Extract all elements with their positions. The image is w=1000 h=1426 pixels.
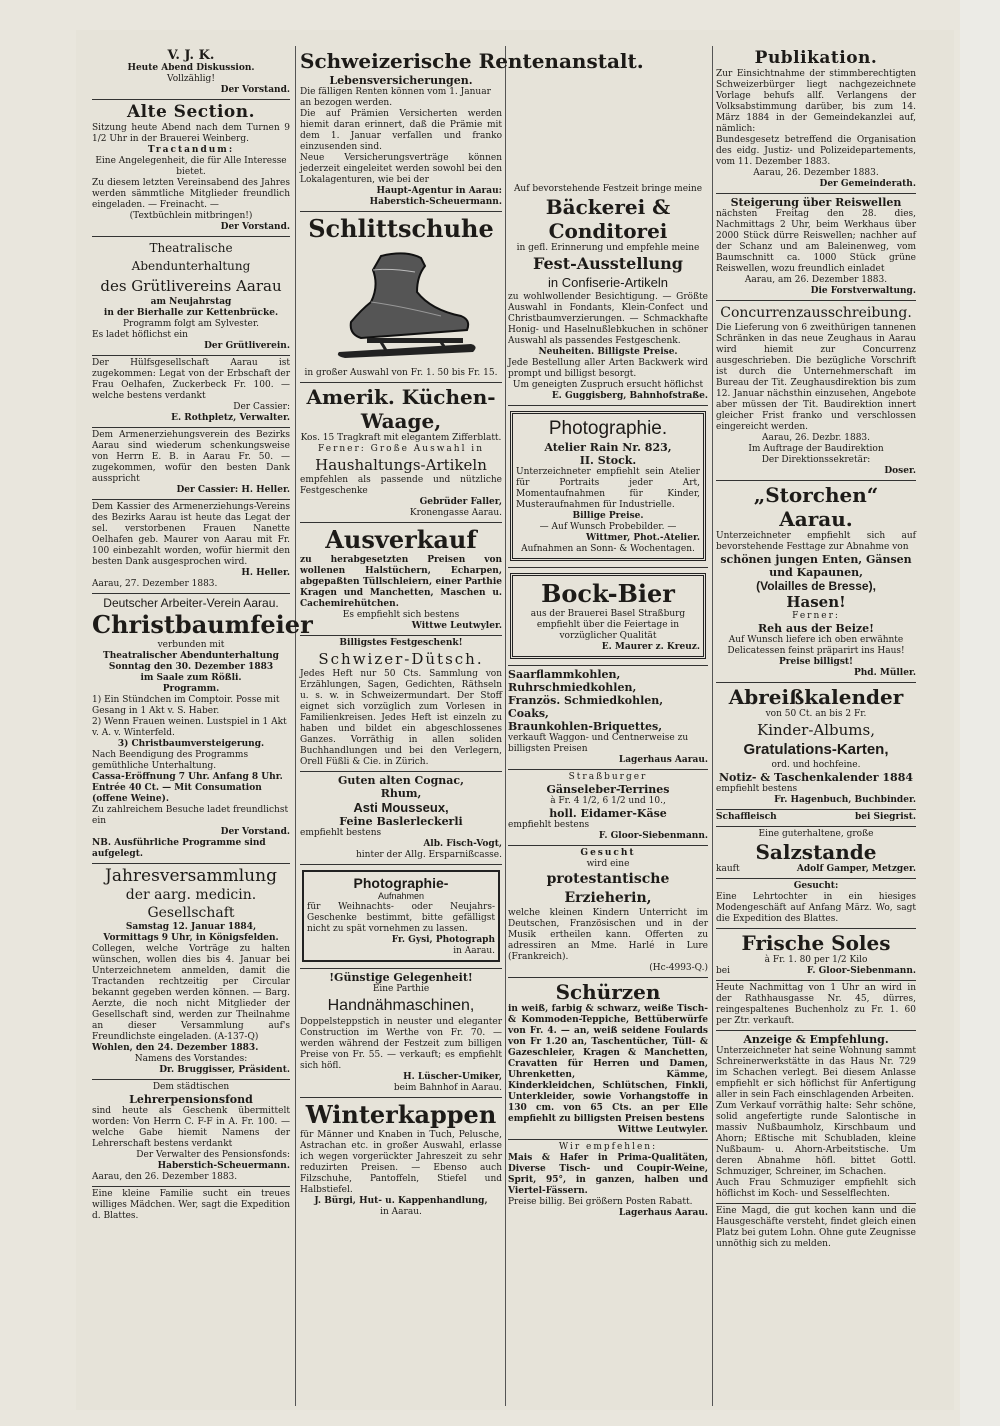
ad-abreisskalender bbox=[716, 683, 916, 810]
kuechen-sign: Kronengasse Aarau. bbox=[409, 508, 502, 518]
ad-bock-bier bbox=[508, 568, 708, 666]
cognac-line: Asti Mousseux, bbox=[353, 800, 449, 815]
renten-sign: Haberstich-Scheuermann. bbox=[369, 197, 502, 207]
concur-date: Aarau, 26. Dezbr. 1883. bbox=[761, 433, 871, 443]
arbeiter-nb: NB. Ausführliche Programme sind aufgelegt. bbox=[92, 838, 266, 859]
theater-line: in der Bierhalle zur Kettenbrücke. bbox=[103, 308, 279, 318]
storchen-line: Preise billigst! bbox=[778, 657, 854, 667]
column-3 bbox=[508, 182, 708, 1222]
bock-sign: E. Maurer z. Kreuz. bbox=[601, 642, 700, 652]
kuechen-line: Ferner: Große Auswahl in bbox=[317, 444, 484, 454]
photo-gysi-sign: in Aarau. bbox=[453, 946, 495, 956]
salzstande-title: Salzstande bbox=[755, 840, 877, 864]
christbaumfeier-title: Christbaumfeier bbox=[92, 610, 313, 639]
photo-wittmer-line: — Auf Wunsch Probebilder. — bbox=[539, 522, 677, 532]
storchen-title: „Storchen“ Aarau. bbox=[753, 483, 879, 531]
skate-boot-illustration bbox=[321, 246, 481, 366]
schuerzen-text: in weiß, farbig & schwarz, weiße Tisch- & Kommoden-Teppiche, Bettüberwürfe von Fr. 4. — an, weiß seidene Foulards von Fr 1.20 an, Taschentücher, Tüll- & Gazeschleier, Kragen & Manchetten, Cravatten für Herren und Damen, Uhrenketten, Kämme, Kinderkleidchen, Schlütschen, Finkli, Unterkleider, sowie Vorhangstoffe in 130 cm. von 65 Cts. an per Elle empfiehlt zu billigsten Preisen bestens bbox=[508, 1004, 708, 1124]
ad-schwizer-duetsch bbox=[300, 636, 502, 772]
ad-buchenholz bbox=[716, 981, 916, 1031]
alte-text: (Textbüchlein mitbringen!) bbox=[129, 211, 253, 221]
salz-line: kauft bbox=[716, 864, 740, 874]
ad-erzieherin bbox=[508, 846, 708, 978]
ad-theater bbox=[92, 237, 290, 356]
storchen-line: Auf Wunsch liefere ich oben erwähnte Delicatessen feinst präparirt ins Haus! bbox=[727, 635, 905, 656]
schwizer-title: Schwizer-Dütsch. bbox=[318, 650, 484, 668]
jahres-sign: Dr. Bruggisser, Präsident. bbox=[159, 1065, 290, 1075]
concur-text: Die Lieferung von 6 zweithürigen tannenen Schränken in das neue Zeughaus in Aarau wird hiemit zur Concurrenz ausgeschrieben. Die bezügliche Vorschrift ist durch die Unternehmerschaft im Bureau der Tit. Zeughausdirektion bis zum 12. Januar nächsthin einzusehen, Angebote aber müssen der Tit. Baudirektion innert gleicher Frist franko und verschlossen eingereicht werden. bbox=[716, 323, 916, 432]
theater-line: Es ladet höflichst ein bbox=[92, 330, 188, 340]
theater-sign: Der Grütliverein. bbox=[204, 341, 290, 351]
renten-title: Lebensversicherungen. bbox=[329, 74, 473, 87]
column-4 bbox=[716, 46, 916, 1253]
anzeige-title: Anzeige & Empfehlung. bbox=[743, 1033, 889, 1046]
photo-wittmer-line: Atelier Rain Nr. 823, bbox=[544, 441, 672, 454]
ad-photographie-gysi bbox=[300, 865, 502, 969]
ausverkauf-sign: Wittwe Leutwyler. bbox=[411, 621, 502, 631]
theater-line: am Neujahrstag bbox=[150, 297, 232, 307]
soles-line: à Fr. 1. 80 per 1/2 Kilo bbox=[764, 955, 868, 965]
anzeige-text: Unterzeichneter hat seine Wohnung sammt Schreinerwerkstätte in das Haus Nr. 729 im Schachen verlegt. Bei diesem Anlasse empfiehlt er sich höflichst für Anfertigung aller in sein Fach einschlagenden Arbeiten. bbox=[716, 1046, 916, 1100]
ad-baeckerei bbox=[508, 182, 708, 406]
baecker-line: in gefl. Erinnerung und empfehle meine bbox=[516, 243, 700, 253]
rentenanstalt-banner: Schweizerische Rentenanstalt. bbox=[300, 49, 644, 73]
gaense-line: Gänseleber-Terrines bbox=[546, 783, 670, 796]
ad-armenerziehung bbox=[92, 428, 290, 500]
jahres-line: Samstag 12. Januar 1884, bbox=[125, 922, 257, 932]
kuechenwaage-title: Amerik. Küchen-Waage, bbox=[306, 385, 496, 433]
arbeiter-sign: Der Vorstand. bbox=[220, 827, 290, 837]
kohlen-sign: Lagerhaus Aarau. bbox=[618, 755, 708, 765]
winterkappen-title: Winterkappen bbox=[305, 1100, 497, 1129]
kuechen-line: Kos. 15 Tragkraft mit elegantem Zifferblatt. bbox=[300, 433, 502, 443]
ad-soles bbox=[716, 929, 916, 981]
program-item: 3) Christbaumversteigerung. bbox=[117, 739, 265, 749]
ad-kohlen bbox=[508, 666, 708, 770]
kohlen-line: verkauft Waggon- und Centnerweise zu billigsten Preisen bbox=[508, 733, 689, 754]
alte-text: Tractandum: bbox=[147, 145, 235, 155]
vjk-sign: Der Vorstand. bbox=[220, 85, 290, 95]
ad-familie bbox=[92, 1187, 290, 1225]
ad-salzstande bbox=[716, 827, 916, 879]
lehrer-sign: Haberstich-Scheuermann. bbox=[157, 1161, 290, 1171]
winter-sign: J. Bürgi, Hut- u. Kappenhandlung, bbox=[314, 1196, 488, 1206]
publ-date: Aarau, 26. Dezember 1883. bbox=[753, 168, 879, 178]
naehmaschinen-title: Handnähmaschinen, bbox=[327, 997, 475, 1014]
abreiss-sign: Fr. Hagenbuch, Buchbinder. bbox=[774, 795, 916, 805]
program-item: Zu zahlreichem Besuche ladet freundlichst ein bbox=[92, 805, 289, 826]
photo-gysi-text: für Weihnachts- oder Neujahrs-Geschenke bestimmt, bitte gefälligst nicht zu spät vornehmen zu lassen. bbox=[307, 902, 495, 934]
ad-storchen bbox=[716, 481, 916, 683]
cognac-line: Feine Baslerleckerli bbox=[339, 815, 463, 828]
gaense-sign: F. Gloor-Siebenmann. bbox=[598, 831, 708, 841]
gaense-line: à Fr. 4 1/2, 6 1/2 und 10., bbox=[550, 796, 666, 806]
program-item: Cassa-Eröffnung 7 Uhr. Anfang 8 Uhr. bbox=[92, 772, 283, 782]
concur-line: Im Auftrage der Baudirektion bbox=[748, 444, 884, 454]
abreiss-line: von 50 Ct. an bis 2 Fr. bbox=[765, 709, 867, 719]
ad-gaenseleber bbox=[508, 770, 708, 846]
publ-sign: Der Gemeinderath. bbox=[819, 179, 916, 189]
winter-sign: in Aarau. bbox=[380, 1207, 422, 1217]
ad-cognac bbox=[300, 772, 502, 865]
gaense-line: Straßburger bbox=[568, 772, 648, 782]
armen-sign: Der Cassier: H. Heller. bbox=[176, 485, 290, 495]
schaf-line: bei Siegrist. bbox=[854, 812, 916, 822]
baecker-line: Jede Bestellung aller Arten Backwerk wird prompt und billigst besorgt. bbox=[508, 358, 708, 379]
kuechen-sign: Gebrüder Faller, bbox=[419, 497, 502, 507]
baecker-line: Neuheiten. Billigste Preise. bbox=[538, 347, 678, 357]
ad-winterkappen bbox=[300, 1098, 502, 1221]
gratulations-title: Gratulations-Karten, bbox=[743, 741, 889, 758]
fest-ausstellung-title: Fest-Ausstellung bbox=[533, 254, 683, 273]
program-item: 1) Ein Stündchen im Comptoir. Posse mit Gesang in 1 Akt v. S. Haber. bbox=[92, 695, 280, 716]
kassier-date: Aarau, 27. Dezember 1883. bbox=[92, 579, 218, 589]
program-item: Entrée 40 Ct. — Mit Consumation (offene Weine). bbox=[92, 783, 262, 804]
concur-line: Der Direktionssekretär: bbox=[761, 455, 871, 465]
arbeiter-line: Sonntag den 30. Dezember 1883 bbox=[108, 662, 274, 672]
ausverkauf-text: zu herabgesetzten Preisen von wollenen Halstüchern, Echarpen, abgepaßten Tüllschleiern, einer Parthie Kragen und Manchetten, Maschen u. Cachemirehütchen. bbox=[300, 555, 502, 609]
photo-gysi-line: Aufnahmen bbox=[377, 891, 425, 901]
theater-title: Theatralische Abendunterhaltung bbox=[131, 241, 251, 273]
theater-title: des Grütlivereins Aarau bbox=[100, 277, 282, 295]
kuechen-line: empfehlen als passende und nützliche Festgeschenke bbox=[300, 475, 502, 496]
cognac-line: Rhum, bbox=[380, 787, 422, 800]
familie-text: Eine kleine Familie sucht ein treues williges Mädchen. Wer, sagt die Expedition d. Blattes. bbox=[92, 1189, 290, 1221]
mais-line: Preise billig. Bei größern Posten Rabatt. bbox=[508, 1197, 693, 1207]
storchen-line: und Kapaunen, bbox=[769, 566, 863, 579]
concur-sign: Doser. bbox=[884, 466, 916, 476]
schwizer-text: Jedes Heft nur 50 Cts. Sammlung von Erzählungen, Sagen, Gedichten, Räthseln u. s. w. in Schweizermundart. Der Stoff eignet sich vorzüglich zum Vorlesen in Familienkreisen. Jedes Heft ist einzeln zu haben und bildet ein abgeschlossenes Ganzes. Vorräthig in allen soliden Buchhandlungen und bei den Verlegern, Orell Füßli & Cie. in Zürich. bbox=[300, 669, 502, 767]
column-rule bbox=[505, 46, 506, 1406]
storchen-line: (Volailles de Bresse), bbox=[756, 579, 876, 593]
alte-text: Sitzung heute Abend nach dem Turnen 9 1/2 Uhr in der Brauerei Weinberg. bbox=[92, 123, 290, 144]
jahres-text: Collegen, welche Vorträge zu halten wünschen, wollen dies bis 4. Januar bei Unterzeichnetem anmelden, damit die Tractanden rechtzeitig per Circular bekannt gegeben werden können. — Barg. Aerzte, die noch nicht Mitglieder der Gesellschaft sind, werden zur Theilnahme an dieser Versammlung auf's Freundlichste eingeladen. (A-137-Q) bbox=[92, 944, 290, 1042]
renten-text: Die auf Prämien Versicherten werden hiemit daran erinnert, daß die Prämie mit dem 1. Januar verfallen und franko einzusenden sind. bbox=[300, 109, 502, 152]
steig-text: nächsten Freitag den 28. dies, Nachmittags 2 Uhr, beim Werkhaus über 2000 Stück dürre Reiswellen; nachher auf der Schanz und am Baleinenweg, vom Baumschnitt ca. 1000 Stück grüne Reiswellen, wozu freundlich einladet bbox=[716, 209, 916, 274]
kohlen-line: Saarflammkohlen, bbox=[508, 668, 621, 681]
photo-wittmer-line: Aufnahmen an Sonn- & Wochentagen. bbox=[521, 544, 695, 554]
photo-wittmer-text: Unterzeichneter empfiehlt sein Atelier für Portraits jeder Art, Momentaufnahmen für Kinder, Musteraufnahmen für Industrielle. bbox=[516, 467, 700, 510]
schlittschuhe-title: Schlittschuhe bbox=[308, 214, 494, 243]
naeh-sign: beim Bahnhof in Aarau. bbox=[393, 1083, 502, 1093]
storchen-line: Hasen! bbox=[786, 593, 846, 611]
jahres-sign: Namens des Vorstandes: bbox=[134, 1054, 248, 1064]
huelf-sign: Der Cassier: bbox=[233, 402, 290, 412]
ad-lehrerpension bbox=[92, 1080, 290, 1187]
magd-text: Eine Magd, die gut kochen kann und die Hausgeschäfte versteht, findet gleich einen Platz bei gutem Lohn. Ohne gute Zeugnisse unnöthig sich zu melden. bbox=[716, 1206, 916, 1249]
photo-gysi-title: Photographie- bbox=[353, 875, 449, 891]
schuerzen-sign: Wittwe Leutwyler. bbox=[617, 1125, 708, 1135]
ad-photographie-wittmer bbox=[508, 406, 708, 568]
soles-sign: F. Gloor-Siebenmann. bbox=[806, 966, 916, 976]
steigerung-title: Steigerung über Reiswellen bbox=[730, 196, 902, 209]
page-edge bbox=[960, 0, 1000, 1426]
program-item: Nach Beendigung des Programms gemüthliche Unterhaltung. bbox=[92, 750, 249, 771]
jahres-title: der aarg. medicin. Gesellschaft bbox=[125, 887, 257, 921]
lehrer-text: sind heute als Geschenk übermittelt worden: Von Herrn C. F-F in A. Fr. 100. — welche Gabe hiemit Namens der Lehrerschaft bestens verdankt bbox=[92, 1106, 290, 1149]
mais-sign: Lagerhaus Aarau. bbox=[618, 1208, 708, 1218]
storchen-line: Ferner: bbox=[792, 611, 840, 621]
gaense-line: empfiehlt bestens bbox=[508, 820, 590, 830]
abreiss-line: Kinder-Albums, bbox=[757, 721, 875, 739]
column-rule bbox=[295, 46, 296, 1406]
gesucht-text: welche kleinen Kindern Unterricht im Deutschen, Französischen und in der Musik ertheilen kann. Offerten zu adressiren an Mme. Harlé in Lure (Frankreich). bbox=[508, 908, 708, 962]
photo-gysi-sign: Fr. Gysi, Photograph bbox=[391, 935, 495, 945]
haushaltung-title: Haushaltungs-Artikeln bbox=[315, 456, 487, 474]
schlittschuhe-price: in großer Auswahl von Fr. 1. 50 bis Fr. 15. bbox=[304, 368, 498, 378]
arbeiter-line: im Saale zum Rößli. bbox=[140, 673, 242, 683]
ad-magd bbox=[716, 1204, 916, 1253]
arbeiter-line: verbunden mit bbox=[157, 640, 225, 650]
publ-text: Zur Einsichtnahme der stimmberechtigten Schweizerbürger liegt nachgezeichnete Vorlage behufs allf. Verlangens der Volksabstimmung darüber, bis zum 14. März 1884 in der Gemeindekanzlei auf, nämlich: bbox=[716, 69, 916, 134]
storchen-text: Unterzeichneter empfiehlt sich auf bevorstehende Festtage zur Abnahme von bbox=[716, 531, 916, 552]
theater-line: Programm folgt am Sylvester. bbox=[122, 319, 260, 329]
buchen-text: Heute Nachmittag von 1 Uhr an wird in der Rathhausgasse Nr. 45, dürres, reingespaltenes Buchenholz zu Fr. 1. 60 per Ztr. verkauft. bbox=[716, 983, 916, 1026]
baecker-sign: E. Guggisberg, Bahnhofstraße. bbox=[551, 391, 708, 401]
ad-jahresversammlung bbox=[92, 864, 290, 1080]
lehrer-date: Aarau, den 26. Dezember 1883. bbox=[92, 1172, 238, 1182]
cognac-line: Guten alten Cognac, bbox=[338, 774, 464, 787]
arbeiter-title: Deutscher Arbeiter-Verein Aarau. bbox=[103, 596, 279, 610]
salz-sign: Adolf Gamper, Metzger. bbox=[796, 864, 916, 874]
gesucht-line: Gesucht bbox=[580, 848, 636, 858]
abreiss-line: empfiehlt bestens bbox=[716, 784, 798, 794]
ad-huelfsgesellschaft bbox=[92, 356, 290, 428]
photo-wittmer-sign: Wittmer, Phot.-Atelier. bbox=[586, 533, 700, 543]
baeckerei-title: Bäckerei & Conditorei bbox=[545, 195, 671, 243]
huelf-sign: E. Rothpletz, Verwalter. bbox=[171, 413, 290, 423]
kohlen-line: Ruhrschmiedkohlen, bbox=[508, 681, 637, 694]
abreisskalender-title: Abreißkalender bbox=[728, 685, 904, 709]
storchen-line: schönen jungen Enten, Gänsen bbox=[720, 553, 912, 566]
storchen-sign: Phd. Müller. bbox=[854, 668, 916, 678]
vjk-line: Heute Abend Diskussion. bbox=[127, 63, 255, 73]
erzieherin-title: protestantische Erzieherin, bbox=[546, 871, 670, 906]
bock-bier-title: Bock-Bier bbox=[541, 579, 675, 608]
ad-schuerzen bbox=[508, 978, 708, 1140]
column-1 bbox=[92, 46, 313, 1225]
baecker-line: Auf bevorstehende Festzeit bringe meine bbox=[513, 184, 703, 194]
kohlen-line: Braunkohlen-Briquettes, bbox=[508, 720, 663, 733]
concurrenz-title: Concurrenzausschreibung. bbox=[720, 305, 912, 321]
column-rule bbox=[712, 46, 713, 1406]
kohlen-line: Coaks, bbox=[508, 707, 549, 720]
baecker-line: Um geneigten Zuspruch ersucht höflichst bbox=[512, 380, 704, 390]
cognac-line: empfiehlt bestens bbox=[300, 828, 382, 838]
steig-sign: Die Forstverwaltung. bbox=[810, 286, 916, 296]
jahres-title: Jahresversammlung bbox=[105, 866, 277, 886]
alte-sign: Der Vorstand. bbox=[220, 222, 290, 232]
photo-wittmer-line: Billige Preise. bbox=[572, 511, 644, 521]
lehr-text: Eine Lehrtochter in ein hiesiges Modengeschäft auf Anfang März. Wo, sagt die Expedition des Blattes. bbox=[716, 892, 916, 924]
ad-naehmaschinen bbox=[300, 969, 502, 1098]
bock-text: aus der Brauerei Basel Straßburg empfiehlt über die Feiertage in vorzüglicher Qualität bbox=[530, 609, 686, 641]
ad-schlittschuhe bbox=[300, 212, 502, 383]
huelf-text: Der Hülfsgesellschaft Aarau ist zugekommen: Legat von der Erbschaft der Frau Oelhafen, Zuckerbeck Fr. 100. — welche bestens verdankt bbox=[92, 358, 290, 401]
lehrer-title: Lehrerpensionsfond bbox=[129, 1093, 253, 1106]
vjk-title: V. J. K. bbox=[167, 48, 215, 63]
gaense-line: holl. Eidamer-Käse bbox=[549, 807, 667, 820]
lehrer-line: Dem städtischen bbox=[152, 1082, 230, 1092]
kassier-text: Dem Kassier des Armenerziehungs-Vereins des Bezirks Aarau ist heute das Legat der sel. verstorbenen Frauen Nanette Oelhafen geb. Maurer von Aarau mit Fr. 100 einbezahlt worden, wofür hiermit den besten Dank ausgesprochen wird. bbox=[92, 502, 290, 567]
alte-text: Zu diesem letzten Vereinsabend des Jahres werden sämmtliche Mitglieder freundlich eingeladen. — Freinacht. — bbox=[92, 178, 290, 210]
program-heading: Programm. bbox=[162, 684, 220, 694]
armen-text: Dem Armenerziehungsverein des Bezirks Aarau sind wiederum schenkungsweise von Herrn E. B. in Aarau Fr. 50. — zugekommen, wofür den besten Dank ausspricht bbox=[92, 430, 290, 484]
renten-text: Neue Versicherungsverträge können jederzeit eingeleitet werden sowohl bei den Lokalagenturen, wie bei der bbox=[300, 153, 502, 185]
gesucht-line: wird eine bbox=[586, 859, 630, 869]
schuerzen-title: Schürzen bbox=[555, 980, 661, 1004]
jahres-line: Vormittags 9 Uhr, in Königsfelden. bbox=[103, 933, 279, 943]
naeh-line: Eine Parthie bbox=[372, 984, 430, 994]
ausverkauf-line: Es empfiehlt sich bestens bbox=[342, 610, 460, 620]
ad-mais-hafer bbox=[508, 1140, 708, 1222]
abreiss-line: ord. und hochfeine. bbox=[771, 760, 861, 770]
ad-ausverkauf bbox=[300, 523, 502, 636]
abreiss-line: Notiz- & Taschenkalender 1884 bbox=[718, 771, 914, 784]
ad-kuechenwaage bbox=[300, 383, 502, 523]
ad-alte-section bbox=[92, 100, 290, 237]
anzeige-text: Auch Frau Schmuziger empfiehlt sich höflichst im Koch- und Sesselflechten. bbox=[716, 1178, 916, 1199]
steig-date: Aarau, am 26. Dezember 1883. bbox=[744, 275, 888, 285]
alte-text: Eine Angelegenheit, die für Alle Interesse bietet. bbox=[95, 156, 287, 177]
ad-lehrtochter bbox=[716, 879, 916, 929]
mais-text: Mais & Hafer in Prima-Qualitäten, Diverse Tisch- und Coupir-Weine, Sprit, 95°, in ganzen, halben und Viertel-Fässern. bbox=[508, 1153, 708, 1196]
confiserie-title: in Confiserie-Artikeln bbox=[548, 275, 668, 290]
ad-schaffleisch bbox=[716, 810, 916, 827]
vjk-line: Vollzählig! bbox=[167, 74, 215, 84]
alte-title: Alte Section. bbox=[126, 102, 256, 122]
lehrer-sign: Der Verwalter des Pensionsfonds: bbox=[136, 1150, 290, 1160]
kassier-sign: H. Heller. bbox=[241, 568, 290, 578]
kohlen-line: Französ. Schmiedkohlen, bbox=[508, 694, 664, 707]
ad-vjk bbox=[92, 46, 290, 100]
winter-text: für Männer und Knaben in Tuch, Pelusche, Astrachan etc. in großer Auswahl, erlasse ich wegen vorgerückter Jahreszeit zu sehr reduzirten Preisen. — Ebenso auch Filzschuhe, Pantoffeln, Stiefel und Halbstiefel. bbox=[300, 1130, 502, 1195]
naeh-sign: H. Lüscher-Umiker, bbox=[403, 1072, 502, 1082]
mais-line: Wir empfehlen: bbox=[558, 1142, 658, 1152]
soles-title: Frische Soles bbox=[741, 931, 891, 955]
publikation-title: Publikation. bbox=[754, 48, 878, 68]
cognac-sign: hinter der Allg. Ersparnißcasse. bbox=[355, 850, 502, 860]
arbeiter-line: Theatralischer Abendunterhaltung bbox=[103, 651, 279, 661]
baecker-text: zu wohlwollender Besichtigung. — Größte Auswahl in Fondants, Klein-Confect und Christbaumverzierungen. — Schmackhafte Honig- und Haselnußlebkuchen in schöner Auswahl als passendes Festgeschenk. bbox=[508, 292, 708, 346]
ad-publikation bbox=[716, 46, 916, 194]
ad-anzeige bbox=[716, 1031, 916, 1204]
schaf-line: Schaffleisch bbox=[716, 812, 777, 822]
lehrtochter-title: Gesucht: bbox=[793, 881, 839, 891]
soles-line: bei bbox=[716, 966, 730, 976]
naeh-line: !Günstige Gelegenheit! bbox=[329, 971, 473, 984]
jahres-date: Wohlen, den 24. Dezember 1883. bbox=[92, 1043, 259, 1053]
schwizer-line: Billigstes Festgeschenk! bbox=[339, 638, 463, 648]
ad-steigerung bbox=[716, 194, 916, 301]
ausverkauf-title: Ausverkauf bbox=[325, 525, 477, 554]
anzeige-text: Zum Verkauf vorräthig halte: Sehr schöne, solid angefertigte runde Salontische in massiv Nußbaumholz, Kirschbaum und Ahorn; Eßtische mit Schubladen, kleine Nußbaum- u. Ahorn-Arbeitstische. Um deren Abnahme höfl. bittet Gottl. Schmuziger, Schreiner, im Schachen. bbox=[716, 1101, 916, 1177]
photo-wittmer-line: II. Stock. bbox=[579, 454, 637, 467]
renten-text: Haupt-Agentur in Aarau: bbox=[376, 186, 502, 196]
ad-concurrenz bbox=[716, 301, 916, 481]
naeh-text: Doppelsteppstich in neuster und eleganter Construction im Werthe von Fr. 70. — werden während der Festzeit zum billigen Preise von Fr. 55. — verkauft; es empfiehlt sich höfl. bbox=[300, 1017, 502, 1071]
renten-text: Die fälligen Renten können vom 1. Januar an bezogen werden. bbox=[300, 87, 491, 108]
cognac-sign: Alb. Fisch-Vogt, bbox=[423, 839, 502, 849]
photo-wittmer-title: Photographie. bbox=[548, 418, 668, 439]
salz-line: Eine guterhaltene, große bbox=[758, 829, 874, 839]
ad-arbeiterverein bbox=[92, 594, 313, 864]
publ-text: Bundesgesetz betreffend die Organisation des eidg. Justiz- und Polizeidepartements, vom 11. Dezember 1883. bbox=[716, 135, 916, 167]
program-item: 2) Wenn Frauen weinen. Lustspiel in 1 Akt v. A. v. Winterfeld. bbox=[92, 717, 287, 738]
ad-kassier bbox=[92, 500, 290, 594]
gesucht-code: (Hc-4993-Q.) bbox=[649, 963, 708, 973]
storchen-line: Reh aus der Beize! bbox=[758, 622, 874, 635]
